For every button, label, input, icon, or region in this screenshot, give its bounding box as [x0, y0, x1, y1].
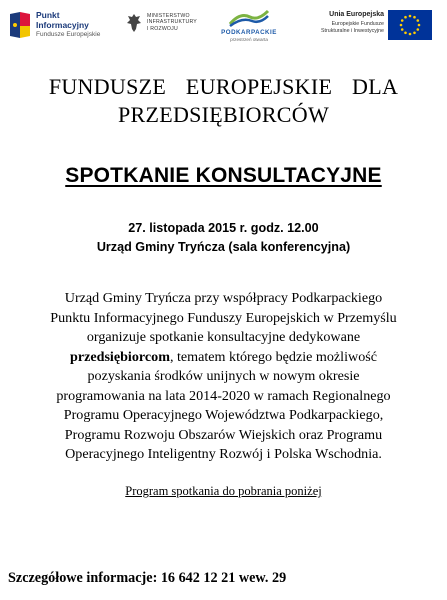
- ministry-logo: [125, 10, 210, 42]
- description-line: Punktu Informacyjnego Funduszy Europejskich w Przemyślu: [50, 309, 397, 326]
- ministry-line2: INFRASTRUKTURY: [147, 19, 197, 26]
- eu-logo: [308, 8, 440, 44]
- podkarpackie-logo: [212, 8, 286, 46]
- eu-title: Unia Europejska: [329, 11, 384, 18]
- contact-info: Szczegółowe informacje: 16 642 12 21 wew. 29: [8, 570, 287, 586]
- fe-logo-line3: Fundusze Europejskie: [36, 31, 101, 38]
- description-line: Programu Rozwoju Obszarów Wiejskich oraz Programu: [64, 426, 383, 443]
- podkarpackie-tagline: przestrzeń otwarta: [230, 37, 268, 42]
- page-title: [0, 73, 447, 129]
- eu-line2: Strukturalne i Inwestycyjne: [320, 28, 384, 34]
- description-line: Urząd Gminy Tryńcza przy współpracy Podkarpackiego: [64, 290, 383, 306]
- title-line1: FUNDUSZE EUROPEJSKIE DLA: [48, 74, 399, 99]
- description-line: pozyskania środków unijnych w nowym okresie: [87, 368, 360, 384]
- description-line: Programu Operacyjnego Województwa Podkarpackiego,: [63, 407, 384, 423]
- title-line2: PRZEDSIĘBIORCÓW: [117, 102, 330, 127]
- fundusze-europejskie-logo: [8, 8, 120, 44]
- eu-flag-icon: [388, 10, 432, 40]
- description-emphasis: przedsiębiorcom: [70, 348, 170, 365]
- program-download-link[interactable]: Program spotkania do pobrania poniżej: [125, 484, 322, 498]
- podkarpackie-swoosh-icon: [228, 8, 270, 28]
- ministry-line1: MINISTERSTWO: [147, 13, 190, 19]
- description-line: organizuje spotkanie konsultacyjne dedykowane: [86, 329, 361, 345]
- event-place: Urząd Gminy Tryńcza (sala konferencyjna): [96, 240, 351, 254]
- eagle-icon: [125, 12, 143, 34]
- event-date-time: 27. listopada 2015 r. godz. 12.00: [128, 221, 319, 235]
- event-details: [0, 219, 447, 257]
- event-subtitle: SPOTKANIE KONSULTACYJNE: [65, 164, 382, 187]
- fe-stars-icon: [8, 10, 32, 40]
- logo-bar: [0, 0, 447, 56]
- description-line: programowania na lata 2014-2020 w ramach Regionalnego: [56, 387, 391, 404]
- fe-logo-line1: Punkt: [36, 10, 60, 20]
- ministry-line3: I ROZWOJU: [147, 25, 178, 32]
- description-line-rest: , tematem którego będzie możliwość: [169, 348, 377, 365]
- description-line: [14, 348, 433, 368]
- podkarpackie-name: PODKARPACKIE: [221, 29, 277, 36]
- eu-line1: Europejskie Fundusze: [331, 21, 384, 27]
- event-description: [14, 289, 433, 465]
- ministry-logo-text: [147, 13, 197, 32]
- description-line: Operacyjnego Inteligentny Rozwój i Polska Wschodnia.: [65, 446, 382, 462]
- fe-logo-line2: Informacyjny: [36, 20, 89, 30]
